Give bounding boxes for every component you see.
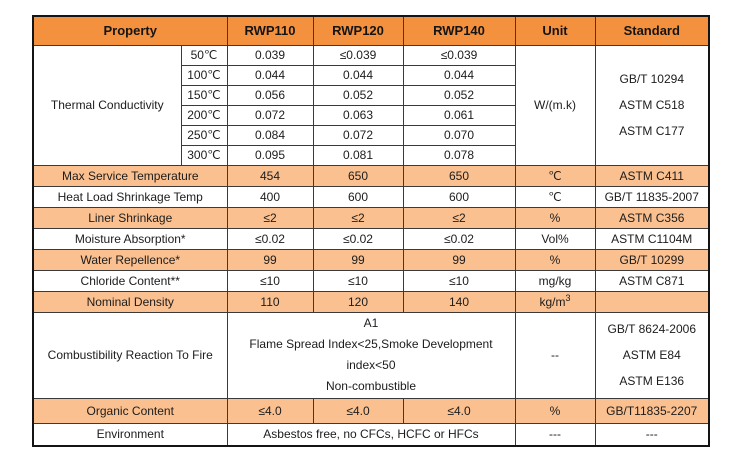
value-line: index<50 <box>346 358 396 372</box>
rwp140-cell: 0.078 <box>403 145 515 165</box>
rwp110-cell: 0.039 <box>227 45 313 65</box>
unit-text: kg/m <box>539 294 566 309</box>
unit-cell: ℃ <box>515 186 595 207</box>
property-cell: Liner Shrinkage <box>33 207 227 228</box>
property-cell: Heat Load Shrinkage Temp <box>33 186 227 207</box>
property-cell: Moisture Absorption* <box>33 228 227 249</box>
standard-line: ASTM C518 <box>619 98 685 112</box>
property-cell: Environment <box>33 423 227 446</box>
temperature-cell: 200℃ <box>181 105 227 125</box>
unit-cell: -- <box>515 312 595 398</box>
unit-cell: mg/kg <box>515 270 595 291</box>
property-cell: Water Repellence* <box>33 249 227 270</box>
column-header-unit: Unit <box>515 16 595 45</box>
rwp120-cell: ≤0.039 <box>313 45 403 65</box>
rwp140-cell: 0.052 <box>403 85 515 105</box>
rwp140-cell: ≤2 <box>403 207 515 228</box>
standard-cell: GB/T 10299 <box>595 249 709 270</box>
rwp110-cell: 0.095 <box>227 145 313 165</box>
rwp110-cell: ≤4.0 <box>227 398 313 423</box>
row-combustibility <box>33 312 709 398</box>
row-chloride-content <box>33 270 709 291</box>
rwp140-cell: ≤10 <box>403 270 515 291</box>
unit-cell-thermal: W/(m.k) <box>515 45 595 165</box>
rwp140-cell: 99 <box>403 249 515 270</box>
standard-cell: ASTM C1104M <box>595 228 709 249</box>
row-environment <box>33 423 709 446</box>
row-max-service-temperature <box>33 165 709 186</box>
spec-sheet <box>32 15 710 447</box>
standard-line: ASTM E136 <box>619 374 685 388</box>
row-moisture-absorption <box>33 228 709 249</box>
standard-line: ASTM E84 <box>622 348 681 362</box>
standard-cell <box>595 312 709 398</box>
unit-cell: % <box>515 249 595 270</box>
rwp140-cell: 650 <box>403 165 515 186</box>
row-thermal-50c <box>33 45 709 65</box>
standard-cell: GB/T 11835-2007 <box>595 186 709 207</box>
unit-cell: % <box>515 207 595 228</box>
rwp120-cell: 0.063 <box>313 105 403 125</box>
rwp110-cell: 400 <box>227 186 313 207</box>
product-spec-table <box>32 15 710 447</box>
rwp140-cell: ≤4.0 <box>403 398 515 423</box>
rwp110-cell: 99 <box>227 249 313 270</box>
temperature-cell: 100℃ <box>181 65 227 85</box>
row-liner-shrinkage <box>33 207 709 228</box>
unit-cell: ℃ <box>515 165 595 186</box>
column-header-rwp120: RWP120 <box>313 16 403 45</box>
standard-cell: --- <box>595 423 709 446</box>
unit-cell: --- <box>515 423 595 446</box>
property-cell: Chloride Content** <box>33 270 227 291</box>
property-cell: Nominal Density <box>33 291 227 312</box>
rwp110-cell: ≤2 <box>227 207 313 228</box>
property-cell: Organic Content <box>33 398 227 423</box>
rwp120-cell: 0.044 <box>313 65 403 85</box>
property-cell: Combustibility Reaction To Fire <box>33 312 227 398</box>
unit-cell: % <box>515 398 595 423</box>
rwp140-cell: 0.070 <box>403 125 515 145</box>
property-cell-thermal-conductivity: Thermal Conductivity <box>33 45 181 165</box>
rwp110-cell: ≤10 <box>227 270 313 291</box>
rwp140-cell: 140 <box>403 291 515 312</box>
standard-cell <box>595 291 709 312</box>
standard-cell: ASTM C411 <box>595 165 709 186</box>
value-line: Non-combustible <box>325 379 417 393</box>
row-heat-load-shrinkage-temp <box>33 186 709 207</box>
unit-cell: Vol% <box>515 228 595 249</box>
rwp110-cell: 0.072 <box>227 105 313 125</box>
row-nominal-density <box>33 291 709 312</box>
column-header-rwp110: RWP110 <box>227 16 313 45</box>
combustibility-value-cell <box>227 312 515 398</box>
environment-value-cell: Asbestos free, no CFCs, HCFC or HFCs <box>227 423 515 446</box>
standard-line: GB/T 8624-2006 <box>607 322 696 336</box>
rwp120-cell: 650 <box>313 165 403 186</box>
column-header-standard: Standard <box>595 16 709 45</box>
rwp110-cell: 0.084 <box>227 125 313 145</box>
standard-cell: GB/T11835-2207 <box>595 398 709 423</box>
rwp110-cell: 110 <box>227 291 313 312</box>
unit-cell-kg-m3 <box>515 291 595 312</box>
rwp120-cell: ≤10 <box>313 270 403 291</box>
unit-superscript: 3 <box>565 292 571 303</box>
value-line: A1 <box>363 316 379 330</box>
rwp140-cell: 0.061 <box>403 105 515 125</box>
temperature-cell: 150℃ <box>181 85 227 105</box>
header-row <box>33 16 709 45</box>
rwp120-cell: ≤2 <box>313 207 403 228</box>
property-cell: Max Service Temperature <box>33 165 227 186</box>
column-header-property: Property <box>33 16 227 45</box>
temperature-cell: 50℃ <box>181 45 227 65</box>
rwp120-cell: 600 <box>313 186 403 207</box>
standard-cell: ASTM C356 <box>595 207 709 228</box>
rwp140-cell: 600 <box>403 186 515 207</box>
rwp120-cell: ≤0.02 <box>313 228 403 249</box>
standard-line: GB/T 10294 <box>619 72 684 86</box>
rwp140-cell: ≤0.02 <box>403 228 515 249</box>
rwp120-cell: ≤4.0 <box>313 398 403 423</box>
rwp110-cell: ≤0.02 <box>227 228 313 249</box>
temperature-cell: 300℃ <box>181 145 227 165</box>
row-organic-content <box>33 398 709 423</box>
standard-cell-thermal <box>595 45 709 165</box>
rwp120-cell: 120 <box>313 291 403 312</box>
rwp110-cell: 454 <box>227 165 313 186</box>
value-line: Flame Spread Index<25,Smoke Development <box>249 337 493 351</box>
column-header-rwp140: RWP140 <box>403 16 515 45</box>
temperature-cell: 250℃ <box>181 125 227 145</box>
rwp140-cell: 0.044 <box>403 65 515 85</box>
rwp110-cell: 0.044 <box>227 65 313 85</box>
rwp120-cell: 0.081 <box>313 145 403 165</box>
standard-line: ASTM C177 <box>619 124 685 138</box>
rwp120-cell: 0.072 <box>313 125 403 145</box>
row-water-repellence <box>33 249 709 270</box>
standard-cell: ASTM C871 <box>595 270 709 291</box>
rwp120-cell: 99 <box>313 249 403 270</box>
rwp140-cell: ≤0.039 <box>403 45 515 65</box>
rwp110-cell: 0.056 <box>227 85 313 105</box>
rwp120-cell: 0.052 <box>313 85 403 105</box>
